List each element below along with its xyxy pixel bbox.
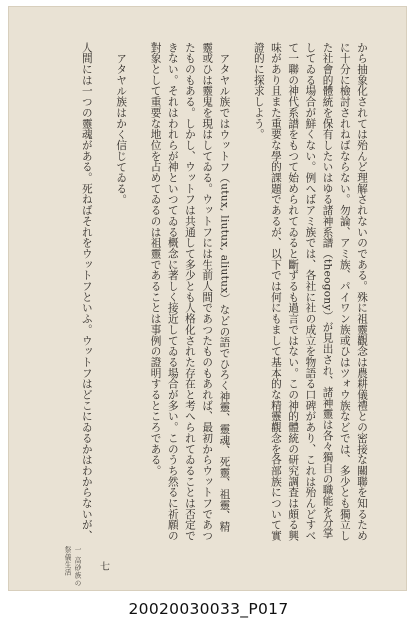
image-caption: 20020030033_P017 [128, 600, 289, 618]
paragraph-2: アタヤル族ではウットフ（utux, liutux, aliutux）などの語でひろく神靈、靈魂、死靈、祖靈、精靈或ひは靈鬼を現はしてゐる。ウットフには生前人間であつたものもあれば、最初からウットフであつたものもある。しかし、ウットフは共通して多少とも人格化された存在と考へられてゐることは否定できない。それはわれらが神といつてゐる概念に著しく接近してゐる場合が多い。このうち然るに祈願の對象として重要な地位を占めてゐるのは祖靈であることは事例の證明するところである。 [149, 42, 231, 542]
page-number: 七 [100, 562, 110, 573]
body-text [64, 42, 370, 542]
paragraph-3: アタヤル族はかく信じてゐる。 [115, 52, 128, 205]
folio-number: 一 [73, 546, 81, 554]
folio-title: 高砂族の祭儀生活 [63, 546, 81, 588]
document-page [8, 6, 407, 591]
paragraph-1: から抽象化されては殆んど理解されないのである。殊に祖靈觀念は農耕儀禮との密接な關聯を知るために十分に檢討されねばならない。勿論、アミ族、パイワン族或ひはツォウ族などでは、多少とも獨立した社會的體統を保有したいはゆる諸神系譜（theogony）が見出され、諸神靈は各々獨自の職能を分掌してゐる場合が鮮くない。例へばアミ族では、各社に社の成立を物語る口碑があり、これは殆んどすべて一聯の神代系譜をもつて始められてゐると斷ずるも過言ではない。この神的體統の研究調査は頗る興味があり且また重要な學的課題であるが、以下では何にもまして基本的な精靈觀念を各部族について實證的に探求しよう。 [252, 42, 368, 542]
running-header [62, 546, 82, 591]
paragraph-4: 人間には一つの靈魂がある。死ねばそれをウットフといふ。ウットフはどこにゐるかはわからないが、 [80, 42, 93, 542]
